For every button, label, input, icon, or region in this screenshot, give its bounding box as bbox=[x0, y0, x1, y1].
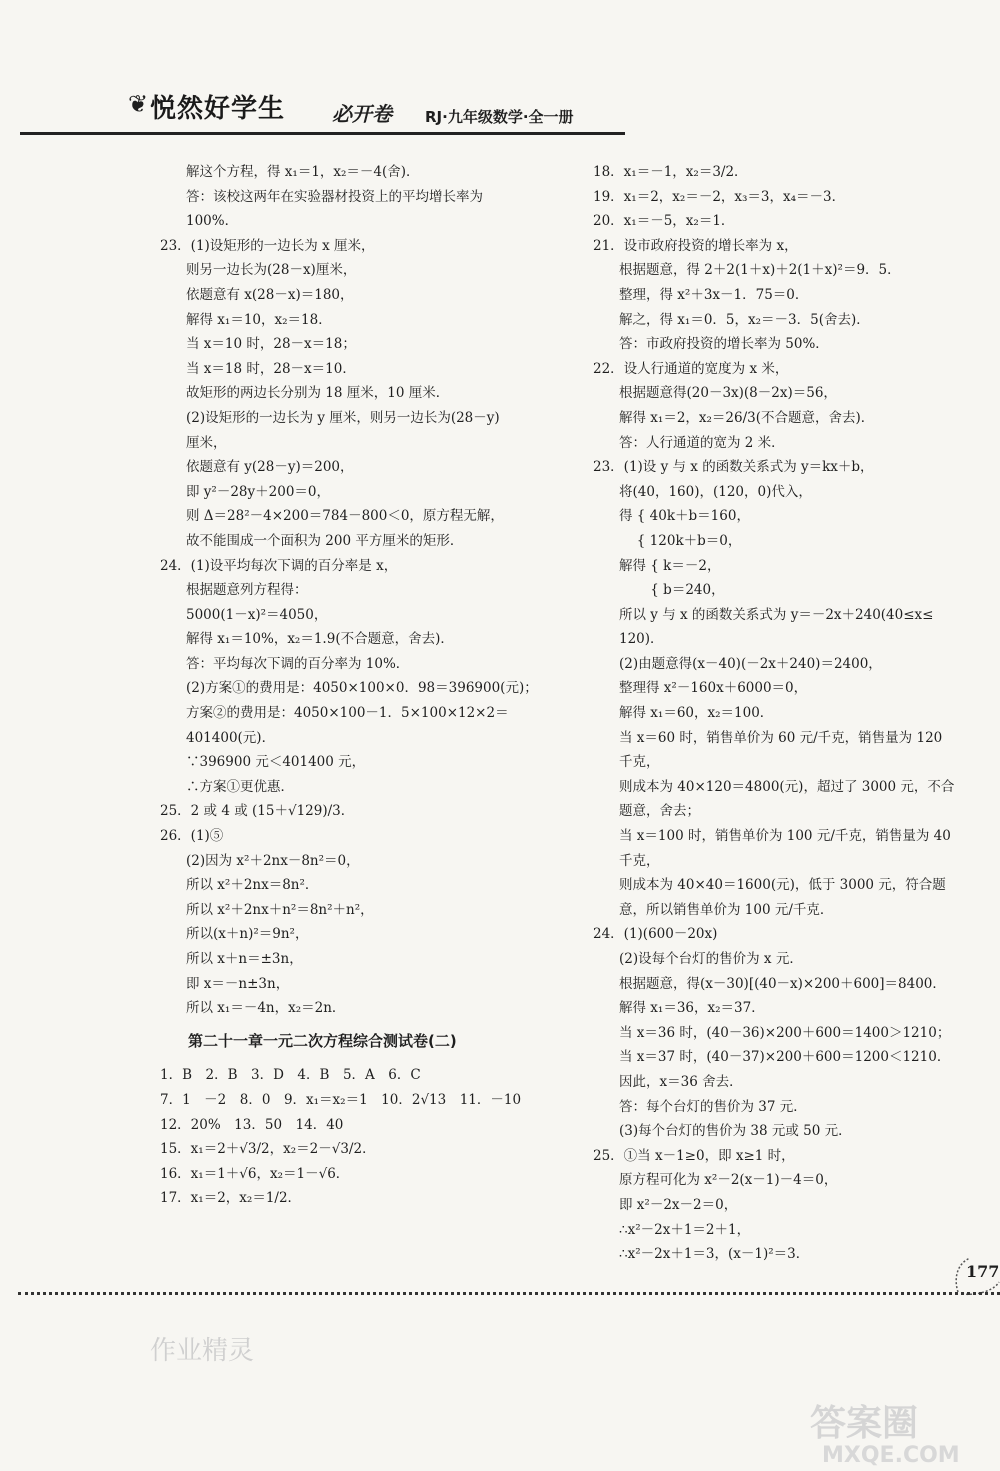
answer-line: 方案②的费用是：4050×100－1．5×100×12×2＝ bbox=[186, 705, 509, 722]
answer-line: 答：该校这两年在实验器材投资上的平均增长率为 bbox=[186, 188, 483, 205]
answer-line: 7．1 －2 8．0 9．x₁＝x₂＝1 10．2√13 11．－10 bbox=[160, 1091, 522, 1108]
answer-line: 120)． bbox=[619, 631, 664, 648]
answer-line: { b＝240， bbox=[619, 582, 725, 599]
answer-line: 即 x²－2x－2＝0， bbox=[619, 1196, 738, 1213]
right-answers bbox=[593, 160, 968, 1267]
answer-line: 1．B 2．B 3．D 4．B 5．A 6．C bbox=[160, 1067, 421, 1084]
answer-line: 依题意有 x(28－x)＝180， bbox=[186, 286, 354, 303]
answer-line: 401400(元)． bbox=[186, 729, 276, 746]
brand-logo-icon: ❦ bbox=[128, 90, 149, 118]
answer-line: 故不能围成一个面积为 200 平方厘米的矩形． bbox=[186, 532, 464, 549]
answer-line: 整理，得 x²＋3x－1．75＝0． bbox=[619, 286, 809, 303]
answer-line: 得 { 40k＋b＝160， bbox=[619, 508, 750, 525]
answer-line: 24．(1)设平均每次下调的百分率是 x， bbox=[160, 557, 398, 574]
answer-line: 解得 x₁＝60，x₂＝100． bbox=[619, 705, 774, 722]
answer-line: ∴x²－2x＋1＝2＋1， bbox=[619, 1221, 751, 1238]
answer-line: 21．设市政府投资的增长率为 x， bbox=[593, 237, 798, 254]
answer-line: 则 Δ＝28²－4×200＝784－800＜0，原方程无解， bbox=[186, 508, 504, 525]
series-name: 必开卷 bbox=[332, 102, 392, 126]
footer-rule bbox=[18, 1292, 1000, 1295]
answer-line: 23．(1)设 y 与 x 的函数关系式为 y＝kx＋b， bbox=[593, 459, 874, 476]
answer-line: 将(40，160)，(120，0)代入， bbox=[619, 483, 812, 500]
answer-line: 12．20% 13．50 14．40 bbox=[160, 1116, 344, 1133]
answer-line: 所以 x＋n＝±3n， bbox=[186, 951, 303, 967]
answer-line: 解得 x₁＝10%，x₂＝1.9(不合题意，舍去)． bbox=[186, 631, 454, 648]
footer-faded-text: 作业精灵 bbox=[150, 1336, 255, 1366]
watermark-logo: 答案圈 bbox=[810, 1403, 919, 1444]
answer-line: 所以(x＋n)²＝9n²， bbox=[186, 926, 309, 943]
answer-line: 答：市政府投资的增长率为 50%． bbox=[619, 336, 829, 353]
section-title: 第二十一章一元二次方程综合测试卷(二) bbox=[188, 1031, 457, 1050]
answer-line: 故矩形的两边长分别为 18 厘米，10 厘米． bbox=[186, 385, 450, 402]
answer-line: 所以 x²＋2nx＝8n²． bbox=[186, 877, 319, 894]
answer-line: 千克， bbox=[619, 754, 660, 771]
right-column bbox=[593, 160, 968, 1267]
answer-line: 25．2 或 4 或 (15＋√129)/3． bbox=[160, 803, 355, 820]
answer-line: 25．①当 x－1≥0，即 x≥1 时， bbox=[593, 1147, 795, 1164]
answer-line: 当 x＝60 时，销售单价为 60 元/千克，销售量为 120 bbox=[619, 729, 943, 746]
answer-line: 依题意有 y(28－y)＝200， bbox=[186, 459, 354, 476]
answer-line: 所以 x²＋2nx＋n²＝8n²＋n²， bbox=[186, 901, 374, 918]
answer-line: 根据题意列方程得： bbox=[186, 582, 308, 599]
page-header bbox=[20, 82, 630, 134]
answer-line: 则成本为 40×40＝1600(元)，低于 3000 元，符合题 bbox=[619, 877, 946, 894]
left-answers-part2 bbox=[160, 1063, 580, 1211]
answer-line: 题意，舍去； bbox=[619, 803, 700, 820]
answer-line: 解得 x₁＝2，x₂＝26/3(不合题意，舍去)． bbox=[619, 409, 875, 426]
answer-line: 19．x₁＝2，x₂＝－2，x₃＝3，x₄＝－3． bbox=[593, 188, 846, 205]
answer-line: (3)每个台灯的售价为 38 元或 50 元． bbox=[619, 1123, 852, 1140]
watermark-url: MXQE.COM bbox=[822, 1443, 960, 1468]
answer-line: 则成本为 40×120＝4800(元)，超过了 3000 元，不合 bbox=[619, 778, 955, 795]
answer-line: 意，所以销售单价为 100 元/千克． bbox=[619, 901, 834, 918]
answer-line: ∵396900 元＜401400 元， bbox=[186, 754, 366, 771]
answer-line: 原方程可化为 x²－2(x－1)－4＝0， bbox=[619, 1172, 838, 1189]
answer-line: 当 x＝10 时，28－x＝18； bbox=[186, 336, 356, 353]
left-column bbox=[160, 160, 580, 1211]
subject-label: RJ·九年级数学·全一册 bbox=[425, 108, 574, 126]
answer-line: 解之，得 x₁＝0．5，x₂＝－3．5(舍去)． bbox=[619, 311, 870, 328]
answer-line: 解这个方程，得 x₁＝1，x₂＝－4(舍)． bbox=[186, 164, 420, 180]
answer-line: 解得 { k＝－2， bbox=[619, 557, 721, 574]
answer-line: 24．(1)(600－20x) bbox=[593, 926, 718, 943]
answer-line: 所以 y 与 x 的函数关系式为 y＝－2x＋240(40≤x≤ bbox=[619, 606, 934, 623]
answer-line: 当 x＝18 时，28－x＝10． bbox=[186, 360, 356, 377]
answer-line: 15．x₁＝2＋√3/2，x₂＝2－√3/2． bbox=[160, 1141, 376, 1158]
header-rule bbox=[20, 132, 625, 135]
answer-line: 千克， bbox=[619, 852, 660, 869]
brand-name: 悦然好学生 bbox=[150, 94, 286, 124]
answer-line: 当 x＝36 时，(40－36)×200＋600＝1400＞1210； bbox=[619, 1024, 951, 1041]
answer-line: 当 x＝100 时，销售单价为 100 元/千克，销售量为 40 bbox=[619, 828, 951, 845]
answer-line: (2)因为 x²＋2nx－8n²＝0， bbox=[186, 852, 360, 869]
answer-line: (2)由题意得(x－40)(－2x＋240)＝2400， bbox=[619, 655, 882, 672]
answer-line: (2)设每个台灯的售价为 x 元． bbox=[619, 951, 803, 967]
answer-line: (2)方案①的费用是：4050×100×0．98＝396900(元)； bbox=[186, 680, 538, 697]
answer-line: 所以 x₁＝－4n，x₂＝2n． bbox=[186, 1000, 346, 1017]
answer-line: 100%． bbox=[186, 213, 239, 230]
left-answers-part1 bbox=[160, 160, 580, 1021]
answer-line: (2)设矩形的一边长为 y 厘米，则另一边长为(28－y) bbox=[186, 409, 500, 426]
answer-line: 解得 x₁＝36，x₂＝37． bbox=[619, 1000, 765, 1017]
answer-line: 5000(1－x)²＝4050， bbox=[186, 606, 328, 623]
answer-line: 即 x＝－n±3n， bbox=[186, 975, 290, 992]
answer-line: 当 x＝37 时，(40－37)×200＋600＝1200＜1210． bbox=[619, 1049, 951, 1066]
answer-line: 根据题意得(20－3x)(8－2x)＝56， bbox=[619, 385, 837, 402]
answer-line: { 120k＋b＝0， bbox=[619, 532, 742, 549]
answer-line: ∴x²－2x＋1＝3，(x－1)²＝3． bbox=[619, 1246, 810, 1263]
answer-line: 答：平均每次下调的百分率为 10%． bbox=[186, 655, 410, 672]
answer-line: 26．(1)⑤ bbox=[160, 828, 224, 845]
answer-line: 16．x₁＝1＋√6，x₂＝1－√6． bbox=[160, 1165, 350, 1182]
answer-line: 即 y²－28y＋200＝0， bbox=[186, 483, 330, 500]
answer-line: 根据题意，得 2＋2(1＋x)＋2(1＋x)²＝9．5． bbox=[619, 262, 901, 279]
answer-line: 厘米， bbox=[186, 434, 227, 451]
answer-line: 因此，x＝36 舍去． bbox=[619, 1073, 743, 1090]
answer-line: 22．设人行通道的宽度为 x 米， bbox=[593, 360, 789, 377]
answer-line: 则另一边长为(28－x)厘米， bbox=[186, 262, 357, 279]
answer-line: 解得 x₁＝10，x₂＝18． bbox=[186, 311, 332, 328]
answer-line: 23．(1)设矩形的一边长为 x 厘米， bbox=[160, 237, 375, 254]
answer-line: 20．x₁＝－5，x₂＝1． bbox=[593, 213, 735, 230]
answer-line: 根据题意，得(x－30)[(40－x)×200＋600]＝8400． bbox=[619, 975, 946, 992]
answer-line: 整理得 x²－160x＋6000＝0， bbox=[619, 680, 808, 697]
answer-line: 答：人行通道的宽为 2 米． bbox=[619, 434, 785, 451]
answer-line: 答：每个台灯的售价为 37 元． bbox=[619, 1098, 807, 1115]
page-number: 177 bbox=[966, 1262, 1000, 1281]
answer-line: 17．x₁＝2，x₂＝1/2． bbox=[160, 1190, 302, 1207]
answer-line: 18．x₁＝－1，x₂＝3/2． bbox=[593, 164, 748, 180]
answer-line: ∴方案①更优惠． bbox=[186, 778, 294, 795]
